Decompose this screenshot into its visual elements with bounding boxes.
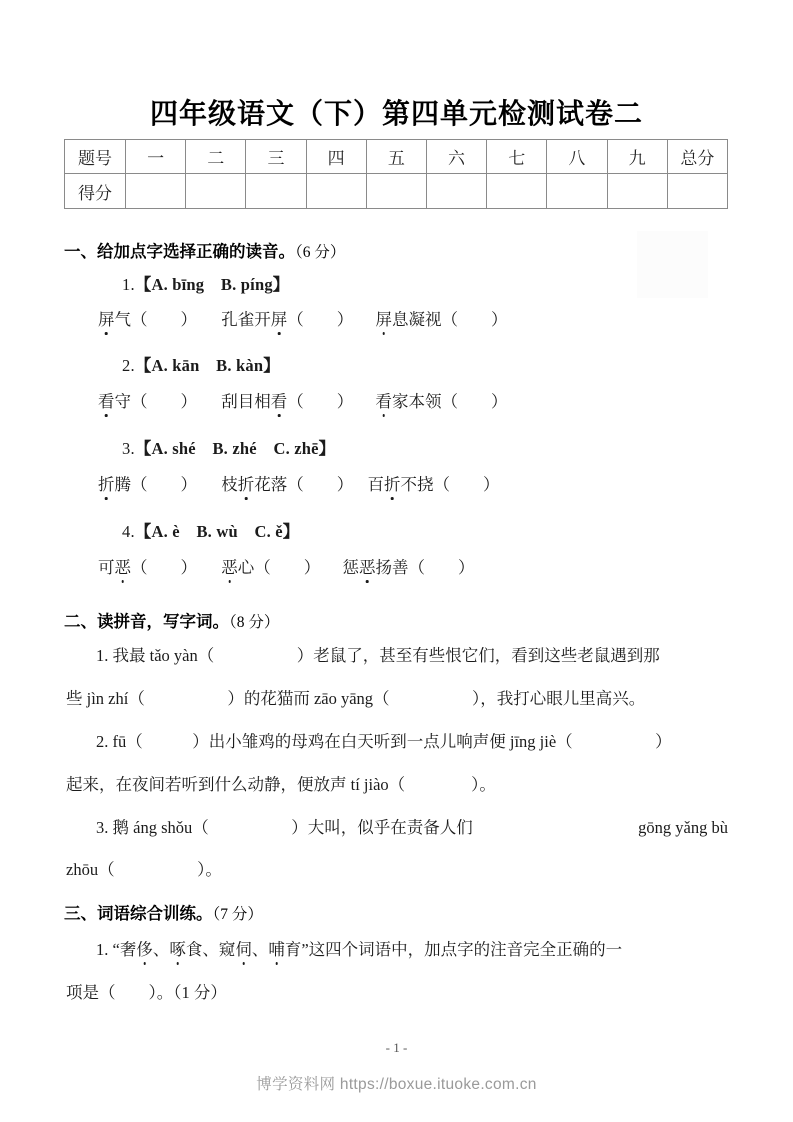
score-cell-9[interactable]: [607, 174, 667, 209]
section-heading-3: [64, 900, 263, 924]
phrase[interactable]: 看家本领（ ）: [375, 392, 508, 411]
score-table-row-label-2: 得分: [65, 174, 126, 209]
dotted-char: 恶: [359, 558, 376, 577]
phrase[interactable]: 屏气（ ）: [98, 310, 197, 329]
page-title: 四年级语文（下）第四单元检测试卷二: [149, 98, 643, 129]
dotted-char: 屏: [98, 310, 115, 329]
question-3-1-prefix: 1. “奢: [96, 940, 137, 959]
question-1-4-phrases: [98, 560, 475, 577]
dotted-char: 恶: [221, 558, 238, 577]
question-1-3-phrases: [98, 477, 500, 494]
section-heading-3-text: 三、词语综合训练。: [64, 905, 213, 923]
score-cell-4[interactable]: [306, 174, 366, 209]
score-table-col-5: 五: [366, 140, 426, 174]
phrase[interactable]: 可恶（ ）: [98, 558, 197, 577]
dotted-char: 看: [375, 392, 392, 411]
score-cell-1[interactable]: [126, 174, 186, 209]
table-row-headers: [65, 140, 728, 174]
score-table-col-4: 四: [306, 140, 366, 174]
dotted-char: 恶: [114, 558, 131, 577]
score-cell-6[interactable]: [426, 174, 486, 209]
dotted-char: 哺: [268, 940, 285, 959]
watermark: 博学资料网 https://boxue.ituoke.com.cn: [256, 1076, 537, 1093]
section-heading-1-points: （6 分）: [295, 244, 346, 261]
question-1-4-choices: 【A. è B. wù C. ě】: [134, 522, 300, 541]
dotted-char: 折: [237, 475, 255, 494]
section-heading-2-text: 二、读拼音，写字词。: [64, 613, 229, 631]
question-1-4-number: 4.: [122, 522, 135, 541]
phrase[interactable]: 折腾（ ）: [98, 475, 197, 494]
section-heading-3-points: （7 分）: [212, 906, 263, 923]
score-table-col-9: 九: [607, 140, 667, 174]
question-1-3-number: 3.: [122, 439, 135, 458]
question-1-4-options: [122, 524, 300, 541]
dotted-char: 啄: [169, 940, 186, 959]
section-heading-1-text: 一、给加点字选择正确的读音。: [64, 243, 295, 261]
score-table-col-7: 七: [487, 140, 547, 174]
question-1-1-options: [122, 277, 289, 294]
dotted-char: 伺: [235, 940, 252, 959]
section-heading-2: [64, 608, 279, 632]
score-table: [64, 139, 728, 209]
score-cell-5[interactable]: [366, 174, 426, 209]
question-1-3-options: [122, 441, 335, 458]
question-2-2-line-1[interactable]: 2. fū（ ）出小雏鸡的母鸡在白天听到一点儿响声便 jīng jiè（ ）: [96, 732, 672, 751]
score-cell-8[interactable]: [547, 174, 607, 209]
phrase[interactable]: 恶心（ ）: [221, 558, 321, 577]
score-cell-2[interactable]: [186, 174, 246, 209]
score-table-row-label-1: 题号: [65, 140, 126, 174]
phrase[interactable]: 惩恶扬善（ ）: [342, 558, 475, 577]
phrase[interactable]: 百折不挠（ ）: [367, 475, 500, 494]
question-1-1-phrases: [98, 312, 508, 329]
dotted-char: 屏: [375, 310, 392, 329]
dotted-char: 折: [98, 475, 115, 494]
score-cell-total[interactable]: [667, 174, 727, 209]
score-cell-3[interactable]: [246, 174, 306, 209]
question-3-1-line-1[interactable]: 1. “奢侈、啄食、窥伺、哺育”这四个词语中，加点字的注音完全正确的一: [96, 940, 623, 959]
score-table-col-2: 二: [186, 140, 246, 174]
score-table-col-1: 一: [126, 140, 186, 174]
dotted-char: 屏: [270, 310, 288, 329]
question-1-3-choices: 【A. shé B. zhé C. zhē】: [134, 439, 336, 458]
question-2-1-line-2[interactable]: 些 jìn zhí（ ）的花猫而 zāo yāng（ ），我打心眼儿里高兴。: [66, 689, 646, 708]
table-row-scores: [65, 174, 728, 209]
dotted-char: 看: [270, 392, 288, 411]
question-2-3-line-1-right: gōng yǎng bù: [638, 818, 728, 837]
dotted-char: 侈: [136, 940, 153, 959]
question-1-2-number: 2.: [122, 356, 135, 375]
question-3-1-line-2[interactable]: 项是（ ）。（1 分）: [66, 983, 227, 1002]
section-heading-2-points: （8 分）: [229, 614, 280, 631]
phrase[interactable]: 孔雀开屏（ ）: [221, 310, 354, 329]
question-2-3-line-1-left: 3. 鹅 áng shǒu（ ）大叫，似乎在责备人们: [96, 818, 473, 837]
question-1-1-choices: 【A. bīng B. píng】: [134, 275, 290, 294]
dotted-char: 折: [384, 475, 401, 494]
phrase[interactable]: 看守（ ）: [98, 392, 197, 411]
question-2-1-line-1[interactable]: 1. 我最 tǎo yàn（ ）老鼠了，甚至有些恨它们，看到这些老鼠遇到那: [96, 646, 660, 665]
score-table-col-8: 八: [547, 140, 607, 174]
question-2-2-line-2[interactable]: 起来，在夜间若听到什么动静，便放声 tí jiào（ ）。: [66, 775, 496, 794]
scan-artifact: [637, 231, 708, 298]
question-2-3-line-1[interactable]: [96, 820, 728, 837]
phrase[interactable]: 枝折花落（ ）: [221, 475, 354, 494]
question-1-2-phrases: [98, 394, 508, 411]
score-table-col-6: 六: [426, 140, 486, 174]
question-1-2-options: [122, 358, 280, 375]
score-table-col-total: 总分: [667, 140, 727, 174]
phrase[interactable]: 屏息凝视（ ）: [375, 310, 508, 329]
question-1-1-number: 1.: [122, 275, 135, 294]
score-table-col-3: 三: [246, 140, 306, 174]
question-1-2-choices: 【A. kān B. kàn】: [134, 356, 280, 375]
phrase[interactable]: 刮目相看（ ）: [221, 392, 354, 411]
question-2-3-line-2[interactable]: zhōu（ ）。: [66, 860, 222, 879]
dotted-char: 看: [98, 392, 115, 411]
score-cell-7[interactable]: [487, 174, 547, 209]
section-heading-1: [64, 238, 345, 262]
page-number: - 1 -: [385, 1040, 408, 1055]
